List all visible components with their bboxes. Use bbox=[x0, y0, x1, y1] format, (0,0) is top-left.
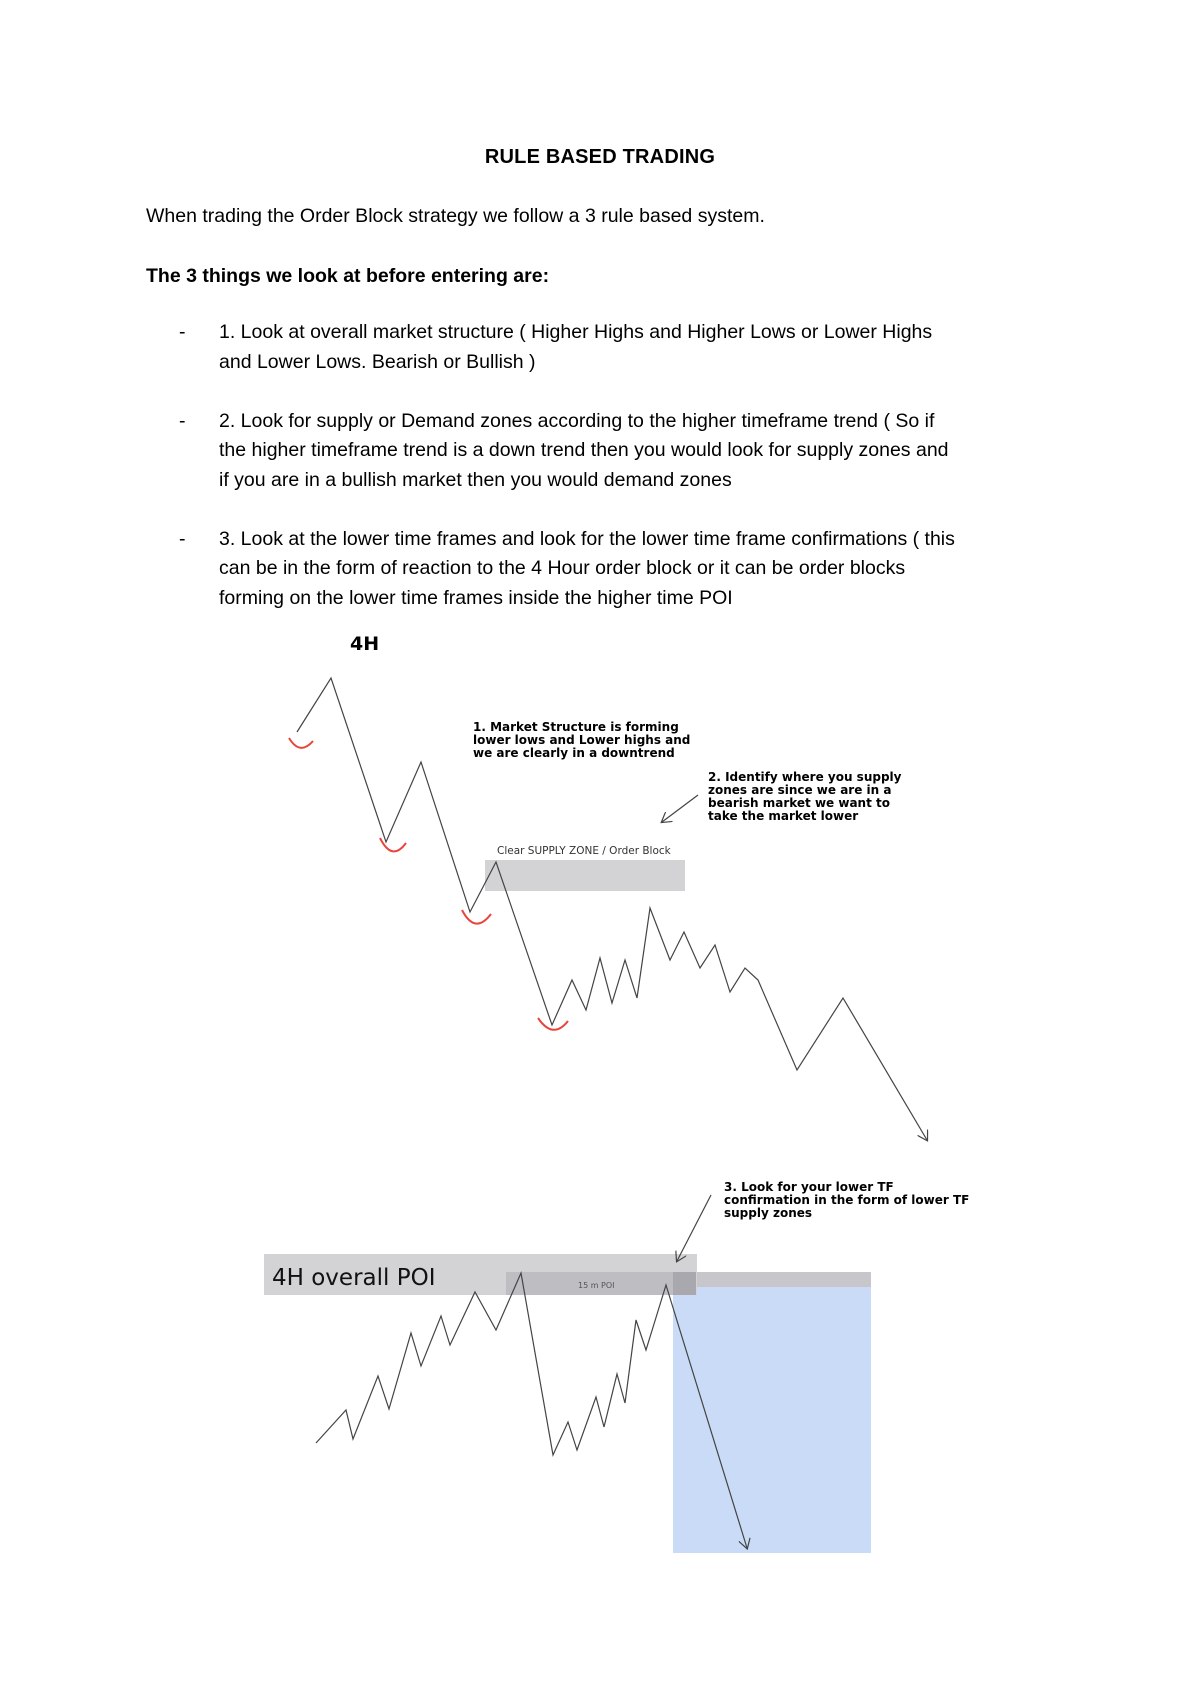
annotation-1 bbox=[473, 720, 690, 760]
ltf-zone-label: 15 m POI bbox=[578, 1281, 615, 1290]
rule-line: 1. Look at overall market structure ( Higher Highs and Higher Lows or Lower Highs bbox=[219, 321, 933, 343]
annotation-2 bbox=[708, 770, 902, 823]
ltf-zone-extension bbox=[673, 1272, 871, 1287]
swing-low-marker bbox=[462, 910, 491, 924]
annotation-line: zones are since we are in a bbox=[708, 783, 892, 797]
page-title: RULE BASED TRADING bbox=[484, 146, 716, 168]
bullet-dash: - bbox=[179, 321, 186, 343]
annotation-line: 3. Look for your lower TF bbox=[724, 1180, 894, 1194]
pointer-arrow bbox=[677, 1195, 711, 1261]
rule-line: 3. Look at the lower time frames and look for the lower time frame confirmations ( this bbox=[219, 527, 955, 550]
rule-line: 2. Look for supply or Demand zones according to the higher timeframe trend ( So if bbox=[219, 409, 935, 432]
annotation-line: 1. Market Structure is forming bbox=[473, 720, 679, 734]
poi-label: 4H overall POI bbox=[272, 1265, 436, 1291]
rule-line: forming on the lower time frames inside the higher time POI bbox=[219, 586, 733, 609]
intro-text: When trading the Order Block strategy we follow a 3 rule based system. bbox=[146, 205, 765, 227]
entry-candle-zone bbox=[673, 1272, 696, 1295]
bullet-dash: - bbox=[179, 527, 186, 550]
rule-line: if you are in a bullish market then you would demand zones bbox=[219, 468, 732, 491]
bullet-dash: - bbox=[179, 409, 186, 432]
pointer-arrow bbox=[662, 795, 698, 822]
target-zone bbox=[673, 1272, 871, 1553]
annotation-line: confirmation in the form of lower TF bbox=[724, 1193, 970, 1207]
supply-zone-label: Clear SUPPLY ZONE / Order Block bbox=[497, 845, 671, 857]
bottom-diagram bbox=[264, 1180, 969, 1553]
rule-line: and Lower Lows. Bearish or Bullish ) bbox=[219, 350, 536, 373]
annotation-line: we are clearly in a downtrend bbox=[473, 746, 675, 760]
annotation-line: lower lows and Lower highs and bbox=[473, 733, 691, 747]
annotation-3 bbox=[724, 1180, 969, 1220]
annotation-line: take the market lower bbox=[708, 809, 859, 823]
annotation-line: bearish market we want to bbox=[708, 796, 890, 810]
swing-low-marker bbox=[380, 838, 406, 851]
rule-line: can be in the form of reaction to the 4 Hour order block or it can be order blocks bbox=[219, 557, 906, 579]
supply-zone bbox=[485, 860, 685, 891]
rule-line: the higher timeframe trend is a down trend then you would look for supply zones and bbox=[219, 439, 949, 461]
subheading: The 3 things we look at before entering are: bbox=[146, 265, 550, 287]
annotation-line: 2. Identify where you supply bbox=[708, 770, 902, 784]
top-diagram bbox=[289, 633, 927, 1140]
swing-low-marker bbox=[289, 738, 313, 748]
timeframe-label: 4H bbox=[350, 633, 380, 655]
annotation-line: supply zones bbox=[724, 1206, 813, 1220]
